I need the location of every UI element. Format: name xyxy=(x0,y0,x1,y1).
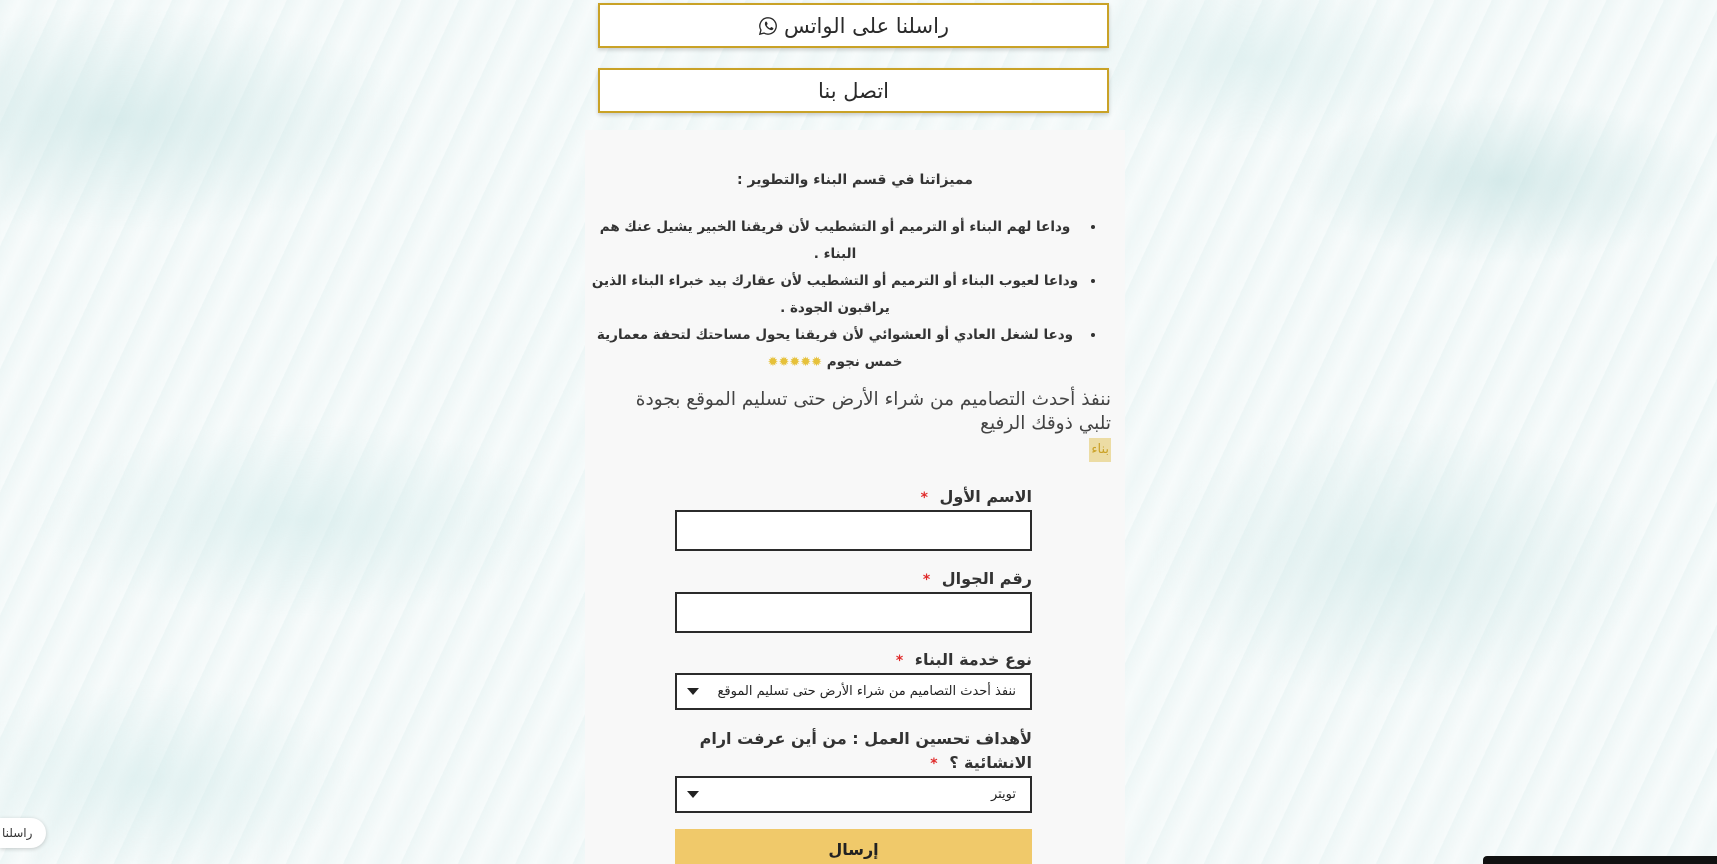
referral-source-label xyxy=(675,727,1032,776)
chevron-down-icon xyxy=(687,688,699,695)
feature-item-text: وداعا لعيوب البناء أو الترميم أو التشطيب لأن عقارك بيد خبراء البناء الذين يراقبون الجودة . xyxy=(591,273,1079,316)
service-type-select[interactable] xyxy=(675,673,1032,710)
phone-label xyxy=(675,567,1032,592)
feature-item-text: ودعا لشغل العادي أو العشوائي لأن فريقنا يحول مساحتك لتحفة معمارية خمس نجوم xyxy=(596,327,1074,370)
tagline-text: ننفذ أحدث التصاميم من شراء الأرض حتى تسليم الموقع بجودة تلبي ذوقك الرفيع xyxy=(635,389,1111,434)
feature-item xyxy=(590,214,1080,268)
whatsapp-icon xyxy=(758,16,778,36)
service-type-label-text: نوع خدمة البناء xyxy=(914,650,1032,669)
submit-button-label: إرسال xyxy=(828,839,879,859)
service-type-label xyxy=(675,648,1032,673)
referral-source-value: تويتر xyxy=(990,787,1016,802)
tagline xyxy=(615,388,1111,462)
feature-item xyxy=(590,322,1080,376)
features-list xyxy=(590,214,1102,376)
service-type-value: ننفذ أحدث التصاميم من شراء الأرض حتى تسليم الموقع xyxy=(717,684,1016,699)
call-us-button[interactable] xyxy=(598,68,1109,113)
phone-label-text: رقم الجوال xyxy=(941,569,1032,588)
call-us-button-label: اتصل بنا xyxy=(817,78,890,103)
feature-item xyxy=(590,268,1080,322)
referral-source-group xyxy=(675,727,1032,813)
whatsapp-button[interactable] xyxy=(598,3,1109,48)
required-mark: * xyxy=(895,653,904,669)
chat-widget-label: راسلنا xyxy=(2,826,33,840)
star-icons: ✹✹✹✹✹ xyxy=(767,355,823,370)
referral-source-label-text: لأهداف تحسين العمل : من أين عرفت ارام الانشائية ؟ xyxy=(699,729,1032,772)
referral-source-select[interactable] xyxy=(675,776,1032,813)
feature-item-text: وداعا لهم البناء أو الترميم أو التشطيب لأن فريقنا الخبير يشيل عنك هم البناء . xyxy=(599,219,1071,262)
submit-button[interactable] xyxy=(675,829,1032,864)
whatsapp-button-label: راسلنا على الواتس xyxy=(783,13,950,38)
required-mark: * xyxy=(920,490,928,506)
first-name-input[interactable] xyxy=(675,510,1032,551)
bottom-toolbar xyxy=(1483,856,1717,864)
required-mark: * xyxy=(922,572,931,588)
required-mark: * xyxy=(930,756,938,772)
chat-widget-button[interactable] xyxy=(0,818,46,848)
first-name-group xyxy=(675,485,1032,551)
first-name-label xyxy=(675,485,1032,510)
first-name-label-text: الاسم الأول xyxy=(939,487,1032,506)
phone-input[interactable] xyxy=(675,592,1032,633)
features-title: مميزاتنا في قسم البناء والتطوير : xyxy=(737,172,973,188)
service-type-group xyxy=(675,648,1032,710)
chevron-down-icon xyxy=(687,791,699,798)
tagline-logo-mark: بناء xyxy=(1089,438,1111,462)
phone-group xyxy=(675,567,1032,633)
